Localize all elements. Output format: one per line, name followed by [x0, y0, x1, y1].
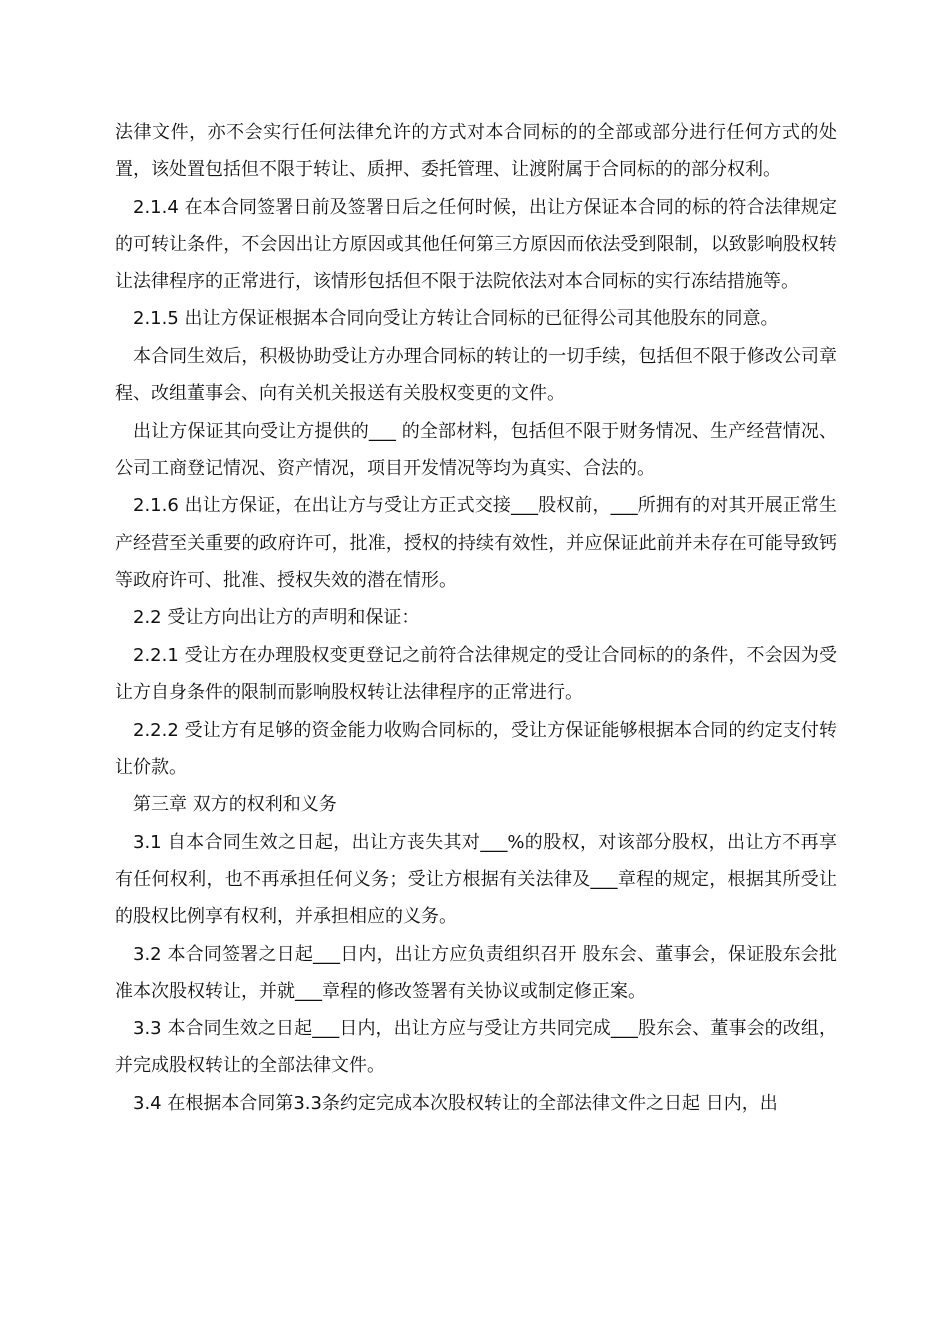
paragraph-continuation: 法律文件，亦不会实行任何法律允许的方式对本合同标的的全部或部分进行任何方式的处置，该处置包括但不限于转让、质押、委托管理、让渡附属于合同标的的部分权利。 [115, 122, 837, 181]
paragraph-assist-transfer: 本合同生效后，积极协助受让方办理合同标的转让的一切手续，包括但不限于修改公司章程、改组董事会、向有关机关报送有关股权变更的文件。 [115, 346, 837, 405]
clause-3-1: 3.1 自本合同生效之日起，出让方丧失其对___%的股权，对该部分股权，出让方不再享有任何权利，也不再承担任何义务；受让方根据有关法律及___章程的规定，根据其所受让的股权比例享有权利，并承担相应的义务。 [115, 831, 837, 927]
clause-2-2-heading: 2.2 受让方向出让方的声明和保证： [133, 607, 420, 629]
clause-2-1-6: 2.1.6 出让方保证，在出让方与受让方正式交接___股权前，___所拥有的对其开展正常生产经营至关重要的政府许可，批准，授权的持续有效性，并应保证此前并未存在可能导致钙等政府许可、批准、授权失效的潜在情形。 [115, 495, 837, 591]
chapter-3-heading: 第三章 双方的权利和义务 [133, 794, 337, 816]
clause-2-2-2: 2.2.2 受让方有足够的资金能力收购合同标的，受让方保证能够根据本合同的约定支付转让价款。 [115, 719, 837, 778]
clause-2-2-1: 2.2.1 受让方在办理股权变更登记之前符合法律规定的受让合同标的的条件，不会因为受让方自身条件的限制而影响股权转让法律程序的正常进行。 [115, 644, 837, 703]
clause-3-3: 3.3 本合同生效之日起___日内，出让方应与受让方共同完成___股东会、董事会的改组，并完成股权转让的全部法律文件。 [115, 1018, 837, 1077]
clause-2-1-5: 2.1.5 出让方保证根据本合同向受让方转让合同标的已征得公司其他股东的同意。 [133, 308, 779, 330]
document-body [115, 114, 837, 1123]
paragraph-materials-guarantee: 出让方保证其向受让方提供的___ 的全部材料，包括但不限于财务情况、生产经营情况、公司工商登记情况、资产情况，项目开发情况等均为真实、合法的。 [115, 420, 837, 479]
clause-3-2: 3.2 本合同签署之日起___日内，出让方应负责组织召开 股东会、董事会，保证股东会批准本次股权转让，并就___章程的修改签署有关协议或制定修正案。 [115, 943, 837, 1002]
clause-2-1-4: 2.1.4 在本合同签署日前及签署日后之任何时候，出让方保证本合同的标的符合法律规定的可转让条件，不会因出让方原因或其他任何第三方原因而依法受到限制，以致影响股权转让法律程序的正常进行，该情形包括但不限于法院依法对本合同标的实行冻结措施等。 [115, 196, 837, 292]
clause-3-4: 3.4 在根据本合同第3.3条约定完成本次股权转让的全部法律文件之日起 日内，出 [133, 1092, 778, 1114]
